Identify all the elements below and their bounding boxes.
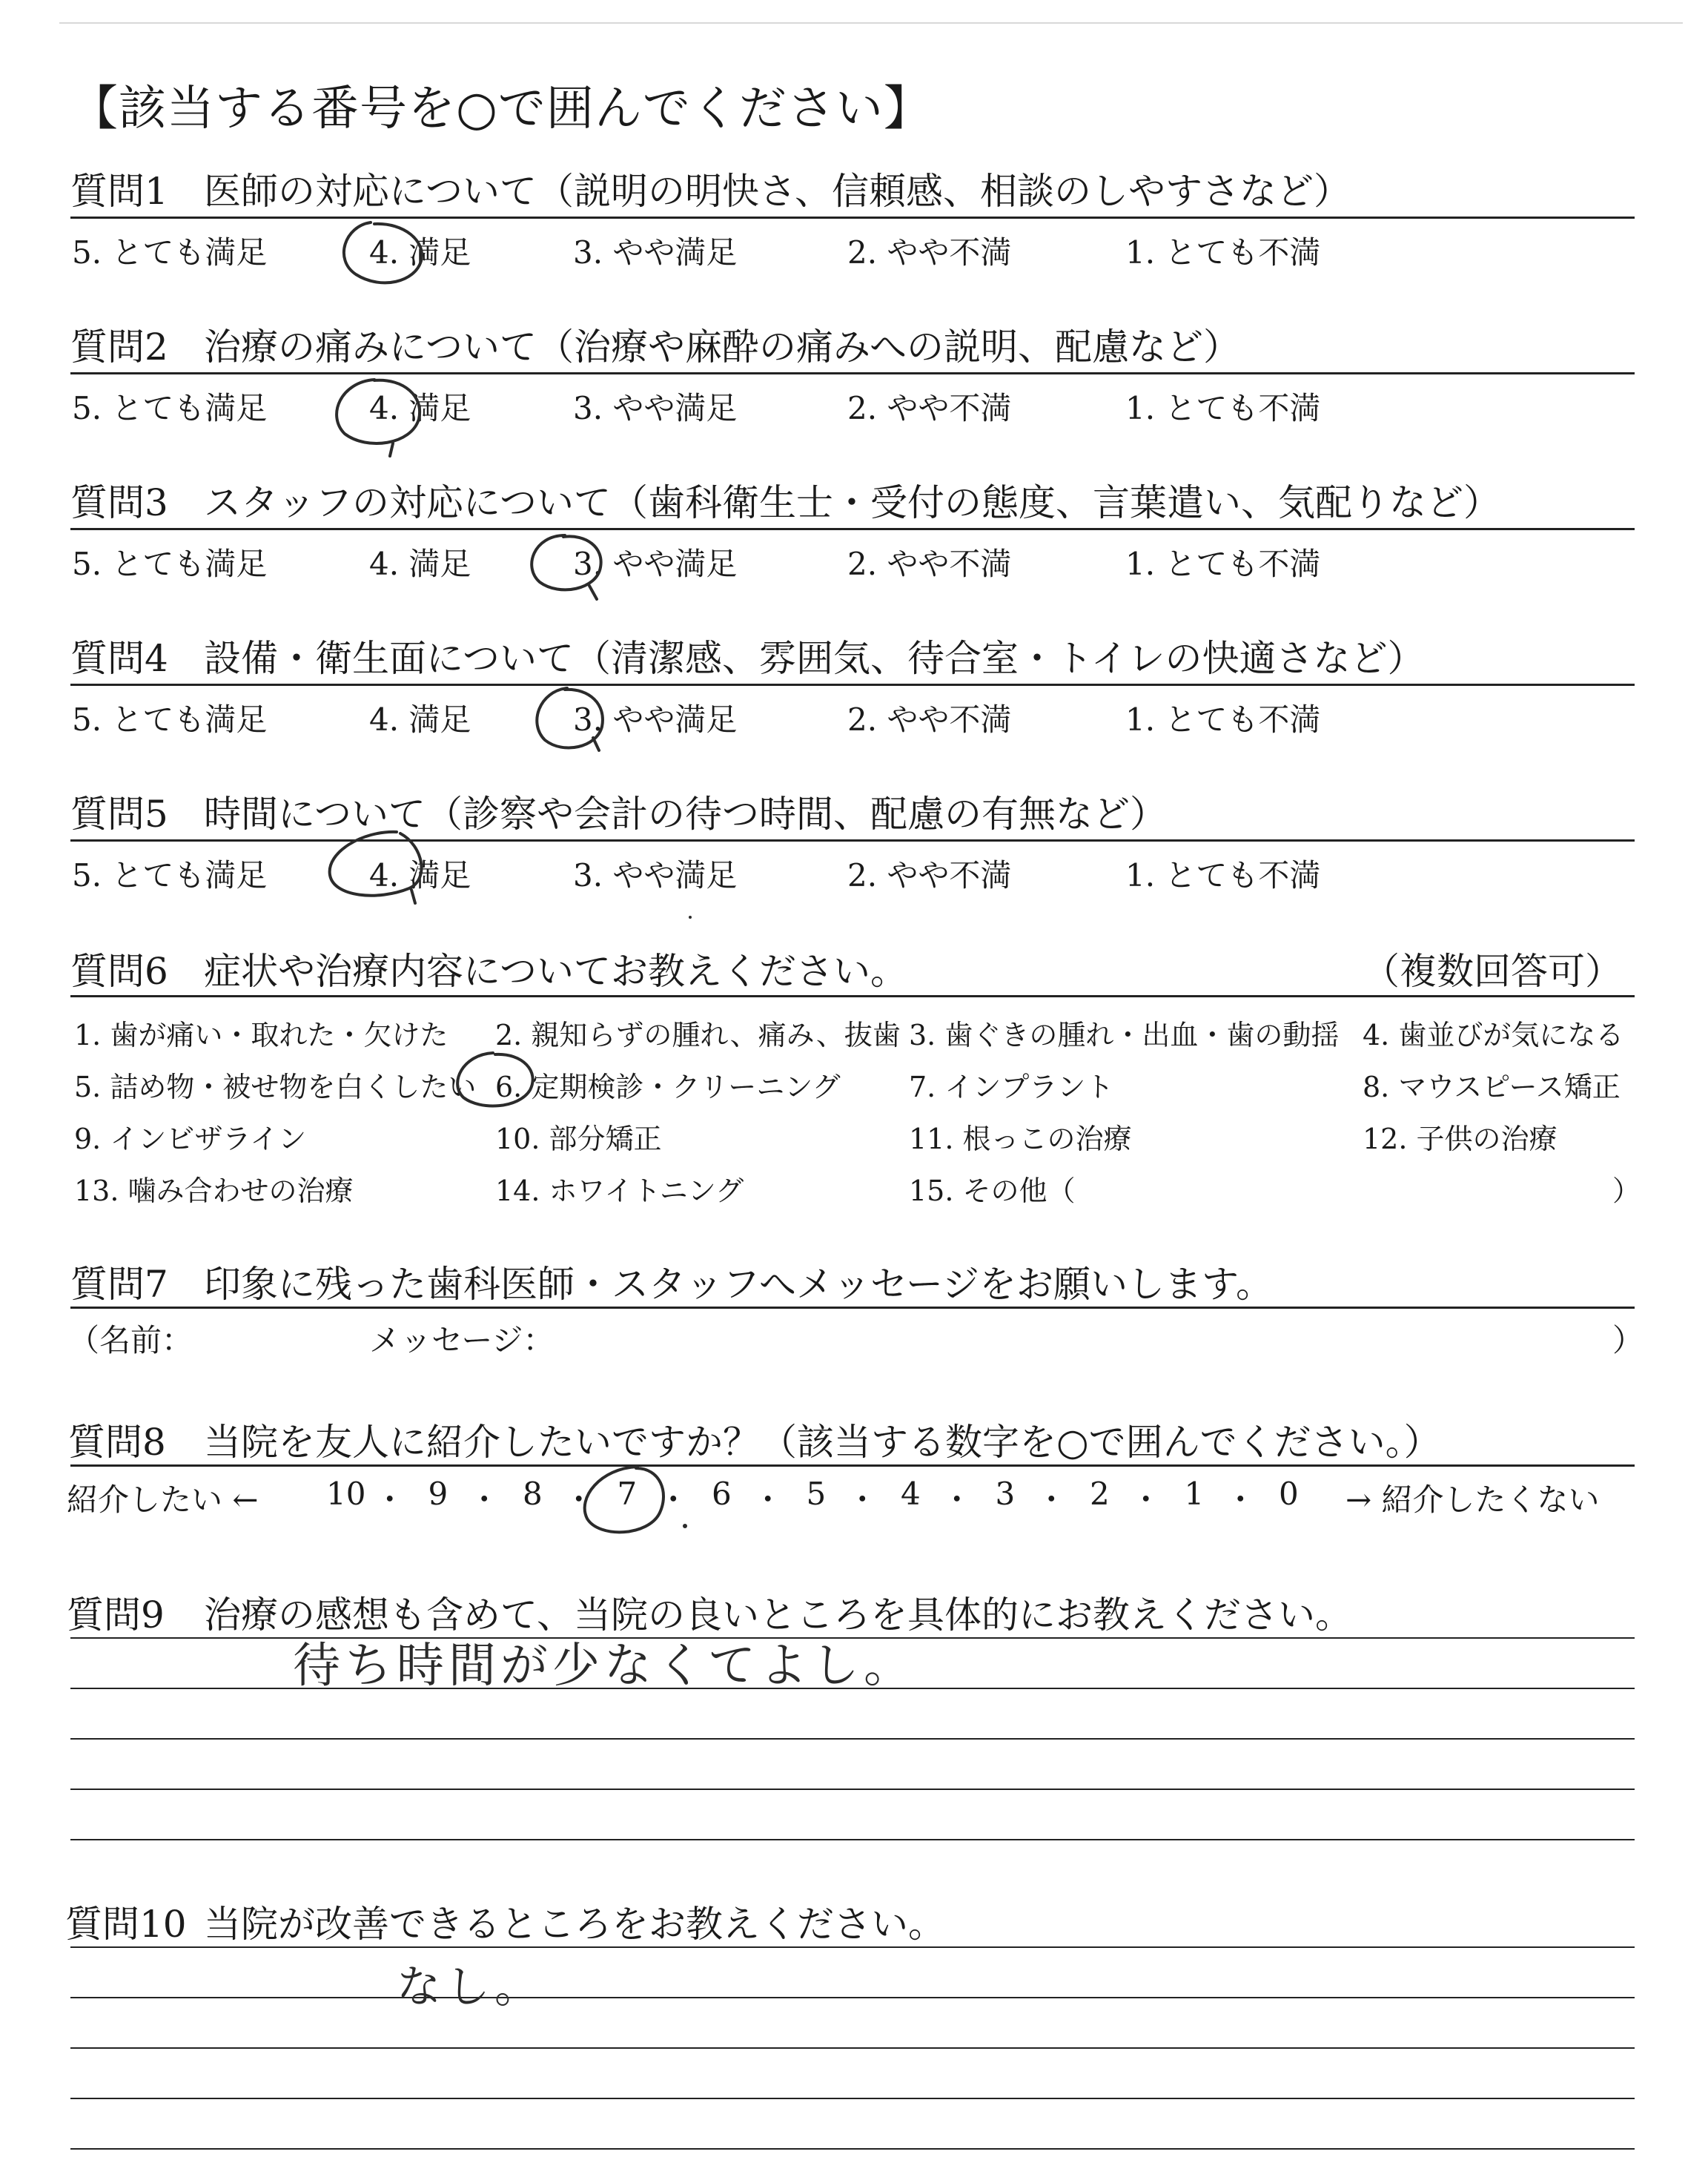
symptom-option[interactable]: 13. 噛み合わせの治療 (74, 1175, 354, 1207)
name-field-label: （名前： (68, 1322, 193, 1358)
scale-number-7[interactable]: 7 (617, 1476, 638, 1512)
option-1[interactable]: 1. とても不満 (1125, 546, 1321, 582)
symptom-option[interactable]: 5. 詰め物・被せ物を白くしたい (74, 1071, 477, 1103)
question-label: 質問4 (70, 637, 168, 680)
option-5[interactable]: 5. とても満足 (72, 234, 268, 271)
divider-line (70, 684, 1635, 686)
scale-number-5[interactable]: 5 (806, 1476, 827, 1512)
option-1[interactable]: 1. とても不満 (1125, 857, 1321, 894)
divider-line (70, 839, 1635, 842)
question-text: 設備・衛生面について（清潔感、雰囲気、待合室・トイレの快適さなど） (204, 637, 1425, 680)
question-text: 治療の痛みについて（治療や麻酔の痛みへの説明、配慮など） (204, 326, 1240, 369)
question-label: 質問8 (68, 1421, 166, 1464)
option-3[interactable]: 3. やや満足 (573, 234, 738, 271)
scale-separator: ・ (752, 1482, 784, 1518)
answer-line (70, 2047, 1635, 2049)
question-text: 当院が改善できるところをお教えください。 (204, 1903, 945, 1946)
symptom-option[interactable]: 12. 子供の治療 (1363, 1123, 1558, 1155)
scale-separator: ・ (658, 1482, 689, 1518)
divider-line (70, 372, 1635, 374)
question-label: 質問3 (70, 481, 168, 524)
question-text: 治療の感想も含めて、当院の良いところを具体的にお教えください。 (204, 1593, 1352, 1636)
question-label: 質問5 (70, 793, 168, 836)
recommend-right-label: → 紹介したくない (1345, 1482, 1600, 1518)
scale-number-3[interactable]: 3 (995, 1476, 1016, 1512)
question-label: 質問10 (65, 1903, 187, 1946)
scale-number-10[interactable]: 10 (326, 1476, 366, 1512)
symptom-option[interactable]: 4. 歯並びが気になる (1363, 1019, 1624, 1051)
question-text: 当院を友人に紹介したいですか？（該当する数字を○で囲んでください。） (204, 1421, 1441, 1464)
recommend-left-label: 紹介したい ← (67, 1482, 259, 1518)
answer-line (70, 1738, 1635, 1740)
question-label: 質問2 (70, 326, 168, 369)
option-2[interactable]: 2. やや不満 (847, 390, 1012, 426)
message-field-label: メッセージ： (369, 1322, 555, 1358)
question-text: スタッフの対応について（歯科衛生士・受付の態度、言葉遣い、気配りなど） (204, 481, 1500, 524)
scale-separator: ・ (374, 1482, 406, 1518)
symptom-option[interactable]: 1. 歯が痛い・取れた・欠けた (74, 1019, 448, 1051)
question-text: 医師の対応について（説明の明快さ、信頼感、相談のしやすさなど） (204, 170, 1351, 213)
option-4[interactable]: 4. 満足 (369, 390, 471, 426)
scale-separator: ・ (1130, 1482, 1162, 1518)
question-text: 時間について（診察や会計の待つ時間、配慮の有無など） (204, 793, 1167, 836)
symptom-option[interactable]: 2. 親知らずの腫れ、痛み、抜歯 (495, 1019, 901, 1051)
answer-line (70, 2148, 1635, 2150)
symptom-option[interactable]: 9. インビザライン (74, 1123, 307, 1155)
multiple-answer-note: （複数回答可） (1363, 950, 1622, 993)
divider-line (70, 1307, 1635, 1309)
scale-separator: ・ (847, 1482, 878, 1518)
symptom-option[interactable]: 10. 部分矯正 (495, 1123, 662, 1155)
option-2[interactable]: 2. やや不満 (847, 234, 1012, 271)
answer-line (70, 1839, 1635, 1840)
scale-number-0[interactable]: 0 (1279, 1476, 1299, 1512)
divider-line (70, 217, 1635, 219)
question-label: 質問9 (67, 1593, 165, 1636)
divider-line (70, 995, 1635, 997)
option-3[interactable]: 3. やや満足 (573, 390, 738, 426)
question-label: 質問7 (70, 1263, 168, 1306)
scale-number-1[interactable]: 1 (1184, 1476, 1205, 1512)
answer-line (70, 1789, 1635, 1790)
symptom-option[interactable]: 6. 定期検診・クリーニング (495, 1071, 841, 1103)
question-label: 質問6 (70, 950, 168, 993)
scale-separator: ・ (1036, 1482, 1068, 1518)
option-4[interactable]: 4. 満足 (369, 701, 471, 738)
option-2[interactable]: 2. やや不満 (847, 701, 1012, 738)
option-4[interactable]: 4. 満足 (369, 546, 471, 582)
scale-separator: ・ (469, 1482, 500, 1518)
scale-separator: ・ (1225, 1482, 1257, 1518)
option-1[interactable]: 1. とても不満 (1125, 701, 1321, 738)
symptom-option[interactable]: 15. その他（ (909, 1175, 1076, 1207)
symptom-option[interactable]: 7. インプラント (909, 1071, 1114, 1103)
answer-line (70, 1946, 1635, 1948)
question-text: 印象に残った歯科医師・スタッフへメッセージをお願いします。 (204, 1263, 1273, 1306)
symptom-option[interactable]: 11. 根っこの治療 (909, 1123, 1132, 1155)
scan-edge-line (59, 22, 1683, 24)
divider-line (70, 1464, 1635, 1467)
option-3[interactable]: 3. やや満足 (573, 546, 738, 582)
option-5[interactable]: 5. とても満足 (72, 546, 268, 582)
close-paren: ） (1612, 1322, 1644, 1358)
scale-separator: ・ (563, 1482, 595, 1518)
symptom-option[interactable]: 14. ホワイトニング (495, 1175, 744, 1207)
page-title: 【該当する番号を○で囲んでください】 (70, 82, 932, 136)
other-close-paren: ） (1612, 1175, 1641, 1207)
option-4[interactable]: 4. 満足 (369, 234, 471, 271)
symptom-option[interactable]: 3. 歯ぐきの腫れ・出血・歯の動揺 (909, 1019, 1340, 1051)
divider-line (70, 528, 1635, 530)
handwritten-answer: 待ち時間が少なくてよし。 (293, 1639, 916, 1694)
handwritten-answer: なし。 (397, 1961, 543, 2013)
option-3[interactable]: 3. やや満足 (573, 701, 738, 738)
option-5[interactable]: 5. とても満足 (72, 701, 268, 738)
scale-number-8[interactable]: 8 (523, 1476, 543, 1512)
option-1[interactable]: 1. とても不満 (1125, 234, 1321, 271)
question-label: 質問1 (70, 170, 168, 213)
pen-dot (689, 916, 692, 919)
option-2[interactable]: 2. やや不満 (847, 546, 1012, 582)
scale-separator: ・ (941, 1482, 973, 1518)
answer-line (70, 1997, 1635, 1998)
option-5[interactable]: 5. とても満足 (72, 857, 268, 894)
option-2[interactable]: 2. やや不満 (847, 857, 1012, 894)
option-5[interactable]: 5. とても満足 (72, 390, 268, 426)
scale-number-9[interactable]: 9 (428, 1476, 448, 1512)
scale-number-4[interactable]: 4 (901, 1476, 921, 1512)
answer-line (70, 2098, 1635, 2099)
pen-dot (683, 1524, 687, 1528)
symptom-option[interactable]: 8. マウスピース矯正 (1363, 1071, 1621, 1103)
option-3[interactable]: 3. やや満足 (573, 857, 738, 894)
scale-number-2[interactable]: 2 (1090, 1476, 1110, 1512)
scale-number-6[interactable]: 6 (712, 1476, 732, 1512)
option-4[interactable]: 4. 満足 (369, 857, 471, 894)
question-text: 症状や治療内容についてお教えください。 (204, 950, 907, 993)
option-1[interactable]: 1. とても不満 (1125, 390, 1321, 426)
